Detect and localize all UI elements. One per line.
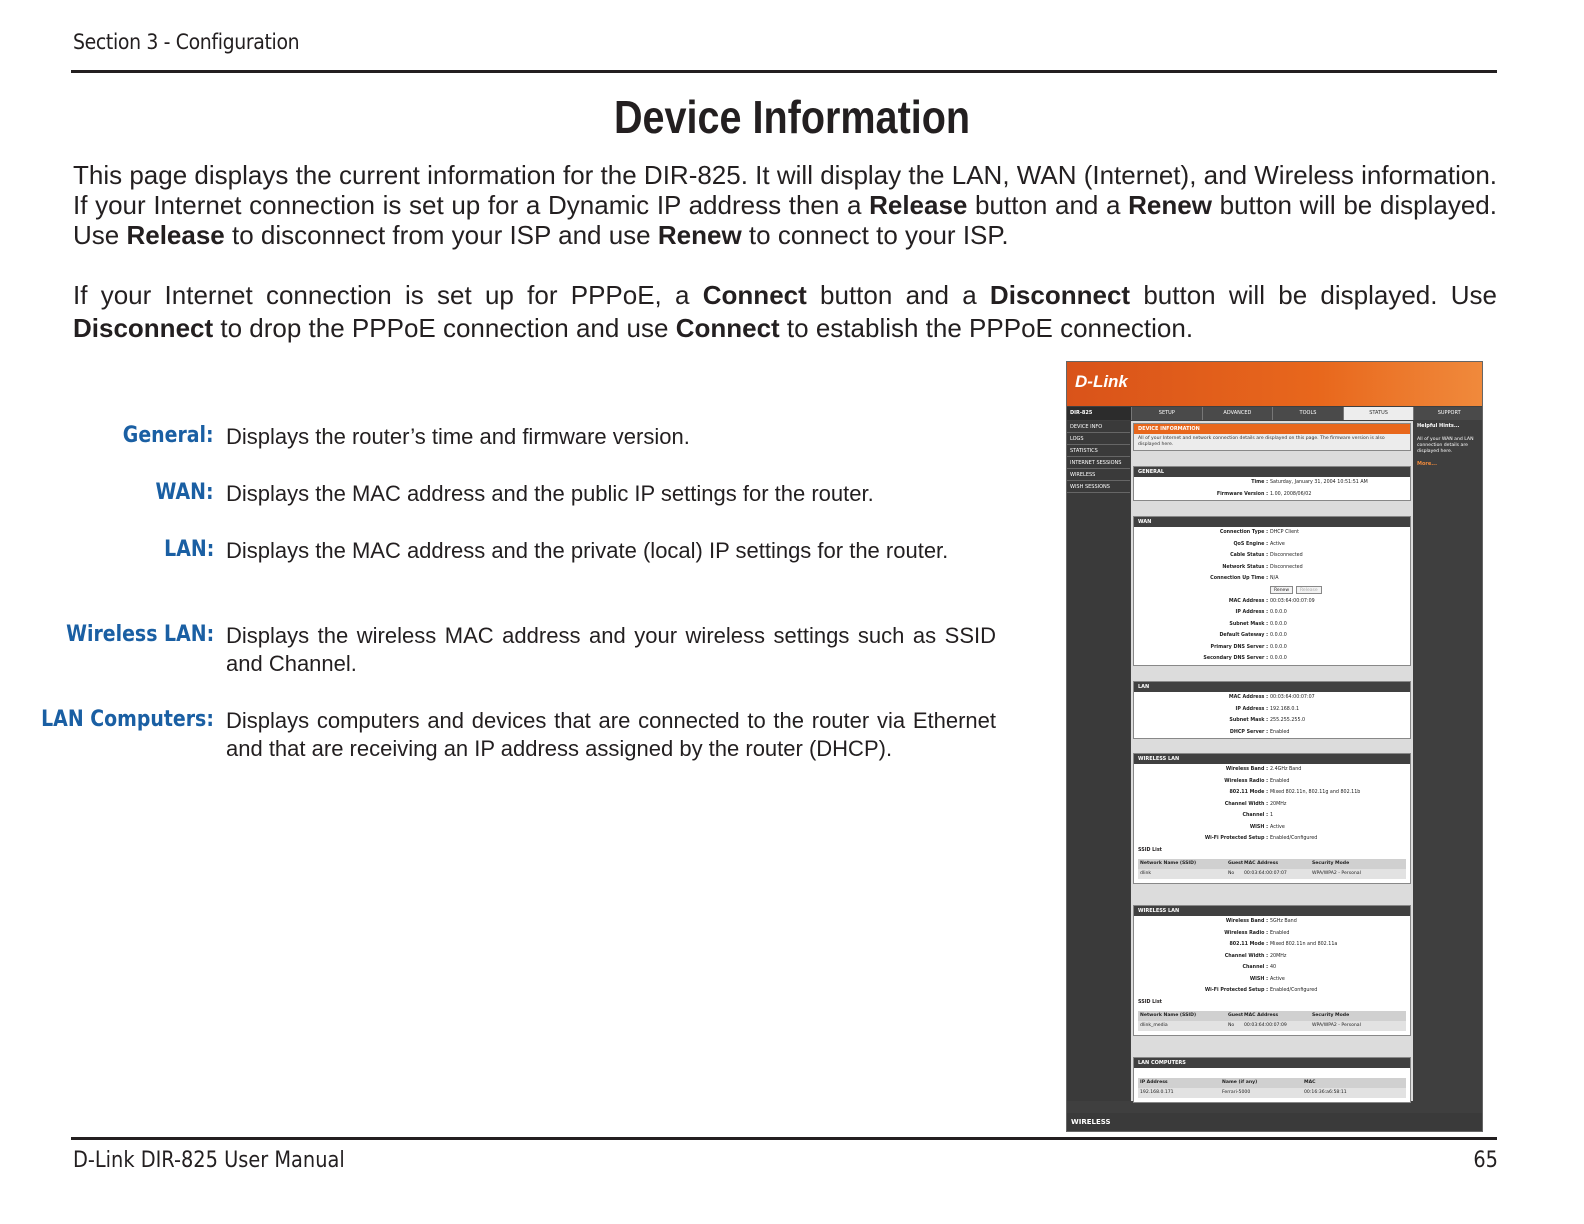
general-block: [1133, 466, 1411, 501]
definition-term: LAN Computers:: [41, 707, 214, 732]
kv-row: Wireless Band : 5GHz Band: [1225, 919, 1297, 924]
definition-term: General:: [123, 423, 214, 448]
kv-row: 802.11 Mode : Mixed 802.11n, 802.11g and 802.11b: [1229, 790, 1361, 795]
kv-row: Connection Type : DHCP Client: [1219, 530, 1299, 535]
tab-support: SUPPORT: [1413, 407, 1483, 420]
router-main: [1131, 421, 1413, 1101]
kv-row: Primary DNS Server : 0.0.0.0: [1210, 644, 1287, 650]
router-footer: WIRELESS: [1067, 1113, 1483, 1132]
kv-row: MAC Address : 00:03:64:00:07:07: [1228, 695, 1315, 700]
kv-row: Cable Status : Disconnected: [1230, 553, 1303, 558]
router-model: DIR-825: [1067, 407, 1131, 420]
page-number: 65: [1473, 1148, 1498, 1173]
kv-row: IP Address : 192.168.0.1: [1235, 706, 1299, 712]
sidebar-item-device-info: DEVICE INFO: [1067, 421, 1130, 433]
kv-row: Channel Width : 20MHz: [1224, 801, 1287, 807]
kv-row: MAC Address : 00:03:64:00:07:09: [1228, 598, 1315, 604]
kv-row: Connection Up Time : N/A: [1210, 576, 1279, 581]
block-header: WAN: [1134, 517, 1410, 527]
kv-row: Wireless Radio : Enabled: [1224, 778, 1290, 784]
table-row: dlink_media No 00:03:64:00:07:09 WPA/WPA2 - Personal: [1140, 1022, 1361, 1028]
definition-desc: Displays the wireless MAC address and your wireless settings such as SSID and Channel.: [226, 623, 996, 676]
release-button: Release: [1296, 586, 1322, 594]
definition-term: WAN:: [155, 480, 214, 505]
block-header: DEVICE INFORMATION: [1134, 424, 1410, 434]
kv-row: QoS Engine : Active: [1233, 541, 1285, 547]
table-header-row: Network Name (SSID) Guest MAC Address Security Mode: [1138, 859, 1406, 869]
block-header: LAN: [1134, 682, 1410, 692]
renew-button: Renew: [1270, 586, 1293, 594]
kv-row: 802.11 Mode : Mixed 802.11n and 802.11a: [1229, 942, 1338, 947]
ssid-list-label: SSID List: [1138, 999, 1162, 1005]
sidebar-item-wireless: WIRELESS: [1067, 469, 1130, 481]
definition-term: Wireless LAN:: [65, 622, 214, 647]
table-header-row: Network Name (SSID) Guest MAC Address Security Mode: [1138, 1011, 1406, 1021]
block-header: LAN COMPUTERS: [1134, 1058, 1410, 1068]
lan-computers-block: [1133, 1057, 1411, 1103]
kv-row: Wireless Radio : Enabled: [1224, 930, 1290, 936]
table-header-row: IP Address Name (if any) MAC: [1138, 1078, 1406, 1088]
lan-computers-table: [1138, 1078, 1406, 1098]
intro-paragraph-2: If your Internet connection is set up for PPPoE, a Connect button and a Disconnect button will be displayed. Use Disconnect to drop the PPPoE connection and use Connect to establish the PPPoE connection.: [73, 280, 1497, 343]
tab-tools: TOOLS: [1272, 407, 1343, 420]
intro-paragraph-1: This page displays the current information for the DIR-825. It will display the LAN, WAN (Internet), and Wireless information. If your Internet connection is set up for a Dynamic IP address then a Release button and a Renew button will be displayed. Use Release to disconnect from your ISP and use Renew to connect to your ISP.: [73, 160, 1497, 250]
router-help-panel: [1414, 421, 1483, 1101]
kv-row: Subnet Mask : 0.0.0.0: [1229, 621, 1287, 627]
ssid-table: [1138, 1011, 1406, 1031]
wireless-lan-block-2: [1133, 905, 1411, 1036]
kv-row: Secondary DNS Server : 0.0.0.0: [1203, 656, 1287, 661]
block-header: WIRELESS LAN: [1134, 906, 1410, 916]
router-nav: [1067, 407, 1483, 420]
wan-block: [1133, 516, 1411, 666]
block-header: GENERAL: [1134, 467, 1410, 477]
section-header: Section 3 - Configuration: [73, 30, 300, 54]
kv-row: Channel Width : 20MHz: [1224, 953, 1287, 959]
router-sidebar: [1067, 421, 1130, 1101]
kv-row: Channel : 40: [1242, 965, 1277, 970]
kv-row: Wireless Band : 2.4GHz Band: [1225, 767, 1302, 772]
kv-row: IP Address : 0.0.0.0: [1235, 610, 1287, 615]
device-info-block: [1133, 423, 1411, 451]
definition-desc: Displays the router’s time and firmware version.: [226, 424, 690, 449]
sidebar-item-logs: LOGS: [1067, 433, 1130, 445]
table-row: 192.168.0.171 Ferrari-5000 00:16:36:a6:58:11: [1140, 1090, 1347, 1095]
page-title: Device Information: [613, 91, 971, 143]
help-title: Helpful Hints...: [1417, 423, 1460, 429]
kv-row: WISH : Active: [1249, 824, 1285, 830]
header-rule: [71, 70, 1497, 73]
router-screenshot: [1066, 361, 1483, 1132]
kv-row: Default Gateway : 0.0.0.0: [1219, 633, 1287, 638]
wan-buttons: [1134, 585, 1410, 596]
manual-title: D-Link DIR-825 User Manual: [73, 1148, 345, 1173]
kv-row: Firmware Version : 1.00, 2008/06/02: [1216, 491, 1312, 497]
ssid-table: [1138, 859, 1406, 879]
kv-row: DHCP Server : Enabled: [1229, 729, 1290, 735]
kv-row: Wi-Fi Protected Setup : Enabled/Configured: [1204, 988, 1318, 993]
definition-term: LAN:: [163, 537, 214, 562]
definition-desc: Displays the MAC address and the public IP settings for the router.: [226, 481, 874, 506]
definition-desc: Displays computers and devices that are connected to the router via Ethernet and that are receiving an IP address assigned by the router (DHCP).: [226, 708, 996, 761]
footer-rule: [71, 1137, 1497, 1140]
kv-row: Network Status : Disconnected: [1222, 564, 1303, 570]
tab-setup: SETUP: [1131, 407, 1202, 420]
ssid-list-label: SSID List: [1138, 847, 1162, 853]
kv-row: WISH : Active: [1249, 976, 1285, 982]
sidebar-item-internet-sessions: INTERNET SESSIONS: [1067, 457, 1130, 469]
block-intro: All of your Internet and network connection details are displayed on this page. The firmware version is also displayed here.: [1134, 434, 1410, 450]
dlink-logo: D-Link: [1075, 372, 1128, 391]
block-header: WIRELESS LAN: [1134, 754, 1410, 764]
kv-row: Time : Saturday, January 31, 2004 10:51:51 AM: [1251, 480, 1368, 485]
tab-status: STATUS: [1343, 407, 1414, 420]
help-more: More...: [1417, 461, 1437, 467]
lan-block: [1133, 681, 1411, 739]
kv-row: Channel : 1: [1242, 813, 1274, 818]
help-body: All of your WAN and LAN connection details are displayed here.: [1417, 437, 1474, 454]
kv-row: Wi-Fi Protected Setup : Enabled/Configured: [1204, 836, 1318, 841]
tab-advanced: ADVANCED: [1202, 407, 1273, 420]
kv-row: Subnet Mask : 255.255.255.0: [1229, 718, 1306, 723]
table-row: dlink No 00:03:64:00:07:07 WPA/WPA2 - Personal: [1140, 870, 1361, 876]
definition-desc: Displays the MAC address and the private (local) IP settings for the router.: [226, 538, 949, 563]
wireless-lan-block-1: [1133, 753, 1411, 884]
sidebar-item-wish-sessions: WISH SESSIONS: [1067, 481, 1130, 493]
sidebar-item-statistics: STATISTICS: [1067, 445, 1130, 457]
router-banner: [1067, 362, 1483, 406]
